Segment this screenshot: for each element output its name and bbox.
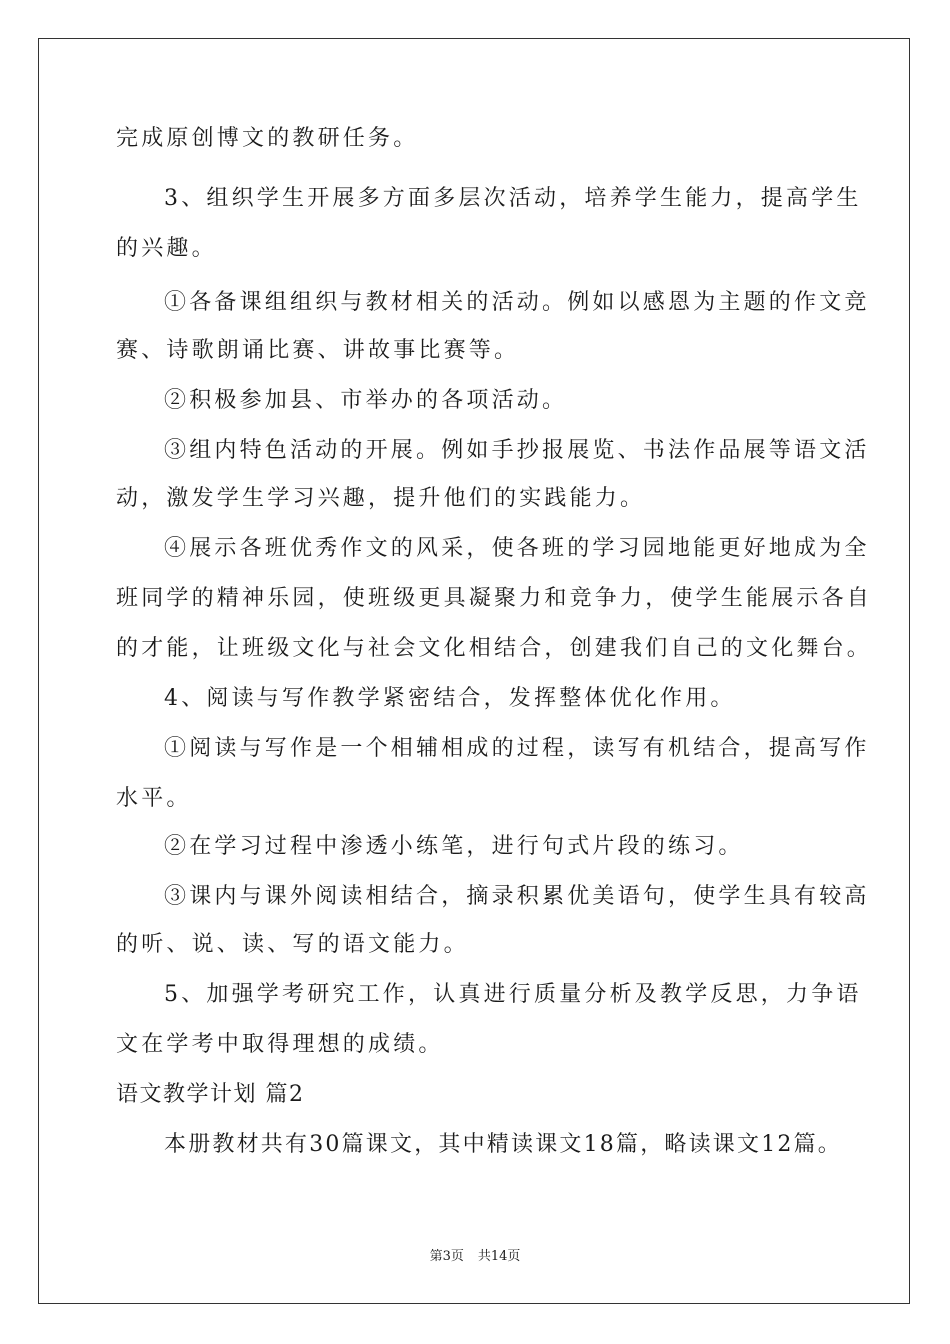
- text-line: 3、组织学生开展多方面多层次活动，培养学生能力，提高学生: [164, 186, 862, 211]
- page-footer: [0, 1245, 950, 1264]
- text-line: 的听、说、读、写的语文能力。: [116, 932, 469, 957]
- page-border: [38, 38, 910, 1304]
- text-line: ②在学习过程中渗透小练笔，进行句式片段的练习。: [164, 834, 744, 859]
- page-number: 第3页: [429, 1249, 464, 1264]
- section-heading: 语文教学计划 篇2: [116, 1082, 305, 1107]
- text-line: ①各备课组组织与教材相关的活动。例如以感恩为主题的作文竞: [164, 290, 870, 315]
- text-line: 本册教材共有30篇课文，其中精读课文18篇，略读课文12篇。: [164, 1132, 842, 1157]
- page-total: 共14页: [477, 1249, 521, 1264]
- text-line: 完成原创博文的教研任务。: [116, 126, 419, 151]
- text-line: ③课内与课外阅读相结合，摘录积累优美语句，使学生具有较高: [164, 884, 870, 909]
- text-line: 动，激发学生学习兴趣，提升他们的实践能力。: [116, 486, 646, 511]
- text-line: ④展示各班优秀作文的风采，使各班的学习园地能更好地成为全: [164, 536, 870, 561]
- text-line: 的才能，让班级文化与社会文化相结合，创建我们自己的文化舞台。: [116, 636, 873, 661]
- text-line: ③组内特色活动的开展。例如手抄报展览、书法作品展等语文活: [164, 438, 870, 463]
- text-line: ②积极参加县、市举办的各项活动。: [164, 388, 568, 413]
- text-line: 文在学考中取得理想的成绩。: [116, 1032, 444, 1057]
- text-line: 5、加强学考研究工作，认真进行质量分析及教学反思，力争语: [164, 982, 862, 1007]
- text-line: 4、阅读与写作教学紧密结合，发挥整体优化作用。: [164, 686, 736, 711]
- text-line: 的兴趣。: [116, 236, 217, 261]
- text-line: 赛、诗歌朗诵比赛、讲故事比赛等。: [116, 338, 520, 363]
- text-line: ①阅读与写作是一个相辅相成的过程，读写有机结合，提高写作: [164, 736, 870, 761]
- text-line: 班同学的精神乐园，使班级更具凝聚力和竞争力，使学生能展示各自: [116, 586, 873, 611]
- text-line: 水平。: [116, 786, 192, 811]
